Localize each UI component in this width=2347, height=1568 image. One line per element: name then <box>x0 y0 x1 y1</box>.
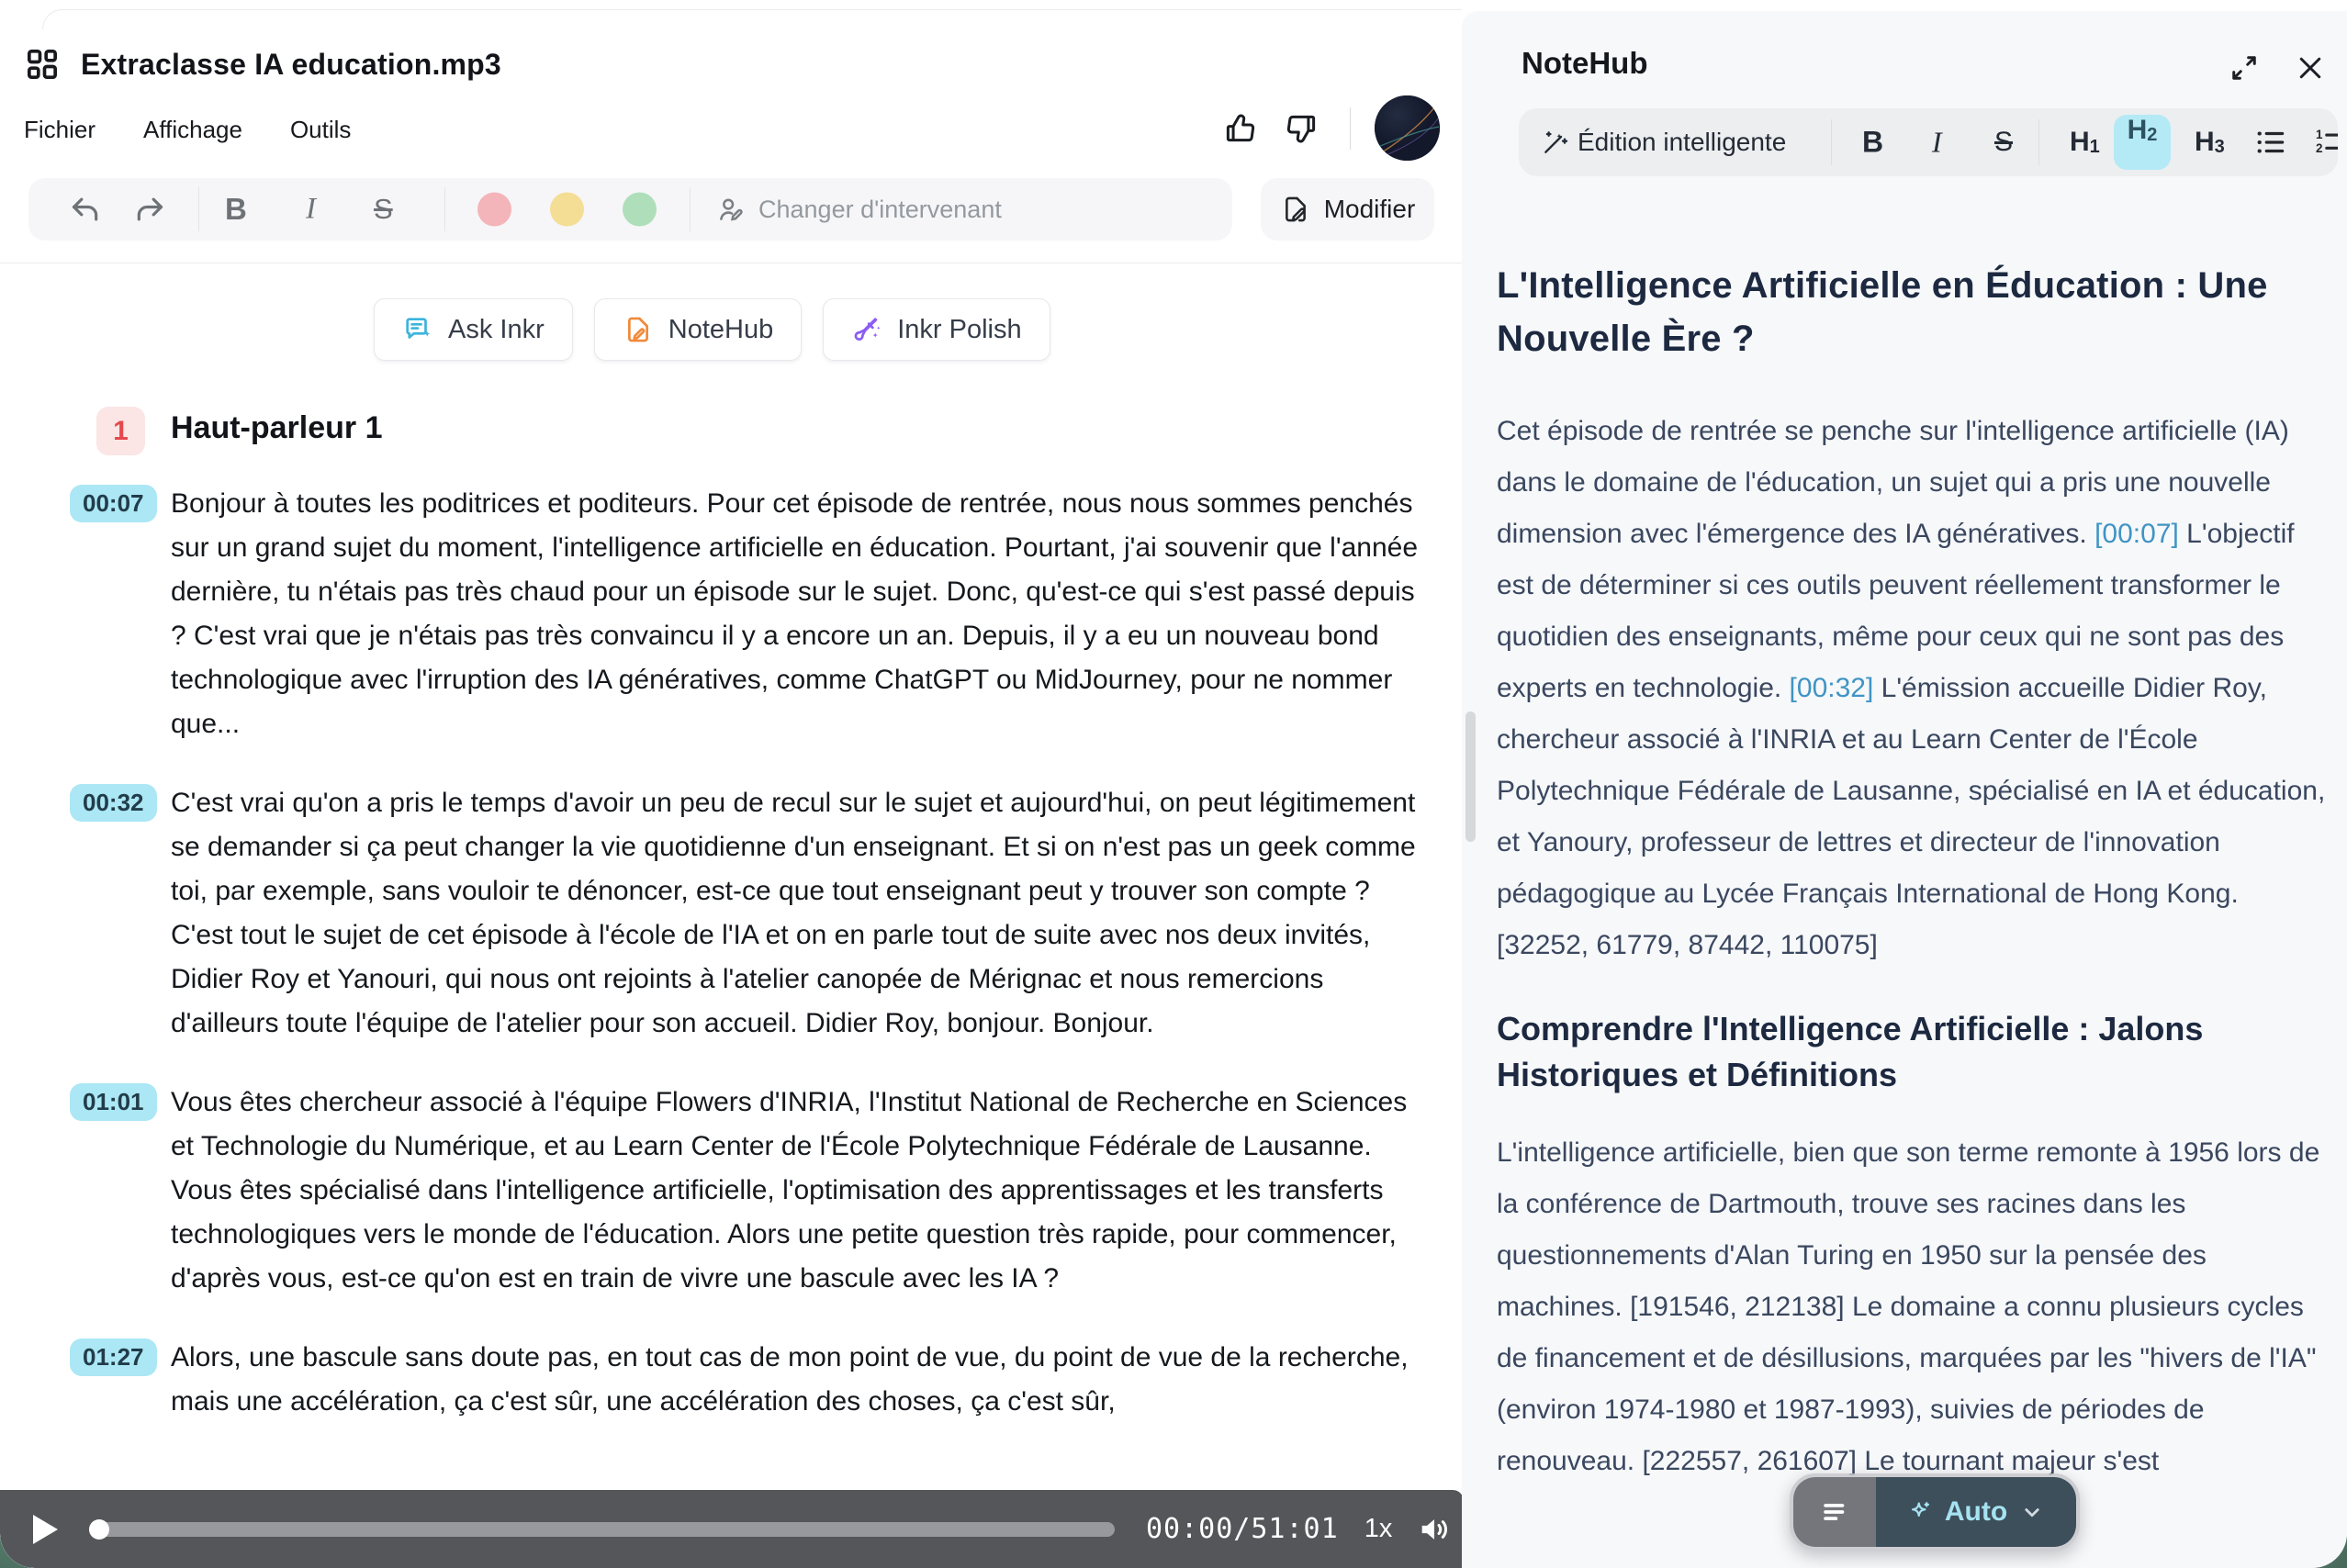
timestamp-chip[interactable]: 01:01 <box>70 1083 157 1121</box>
italic-button[interactable]: I <box>306 192 316 226</box>
menu-affichage[interactable]: Affichage <box>143 116 242 143</box>
list-lines-icon <box>1819 1496 1850 1528</box>
edit-toolbar <box>28 178 1232 241</box>
notehub-content[interactable] <box>1497 259 2336 1522</box>
timestamp-link[interactable]: [00:32] <box>1789 673 1874 703</box>
auto-label: Auto <box>1944 1496 2008 1527</box>
time-display: 00:00/51:01 <box>1146 1513 1339 1545</box>
chat-sparkle-icon <box>402 314 433 345</box>
note-paragraph-1 <box>1497 406 2336 971</box>
auto-mode-button[interactable] <box>1876 1477 2076 1547</box>
numbered-list-icon[interactable] <box>2312 125 2338 160</box>
strikethrough-button[interactable]: S <box>1994 127 2014 157</box>
speaker-edit-icon <box>715 194 747 225</box>
menu-fichier[interactable]: Fichier <box>24 116 96 143</box>
notehub-button[interactable] <box>594 298 802 361</box>
window-top-edge <box>42 9 1462 29</box>
auto-mode-pill <box>1790 1473 2080 1551</box>
seek-bar[interactable] <box>89 1519 1115 1540</box>
brush-sparkle-icon <box>851 314 882 345</box>
svg-text:2: 2 <box>2315 141 2323 156</box>
highlight-red-button[interactable] <box>477 193 511 227</box>
note-heading-1: L'Intelligence Artificielle en Éducation : Une Nouvelle Ère ? <box>1497 265 2268 359</box>
timestamp-link[interactable]: [00:07] <box>2094 519 2179 549</box>
transcript-segment <box>0 1081 1462 1301</box>
transcript-segment <box>0 482 1462 746</box>
speaker-name[interactable]: Haut-parleur 1 <box>171 410 383 445</box>
notehub-panel <box>1462 11 2347 1568</box>
undo-button[interactable] <box>67 191 104 228</box>
inkr-polish-button[interactable] <box>823 298 1050 361</box>
ask-inkr-button[interactable] <box>374 298 573 361</box>
note-text: L'émission accueille Didier Roy, chercheur associé à l'INRIA et au Learn Center de l'École Polytechnique Fédérale de Lausanne, spécialisé en IA et éducation, et Yanoury, professeur de lettres et directeur de l'innovation pédagogique au Lycée Français International de Hong Kong. [32252, 61779, 87442, 110075] <box>1497 673 2326 960</box>
note-text: L'objectif est de déterminer si ces outils peuvent réellement transformer le quotidien des enseignants, même pour ceux qui ne sont pas des experts en technologie. <box>1497 519 2295 703</box>
chevron-down-icon <box>2018 1498 2046 1526</box>
note-text: L'intelligence artificielle, bien que son terme remonte à 1956 lors de la conférence de Dartmouth, trouve ses racines dans les questionnements d'Alan Turing en 1950 sur la pensée des machines. [191546, 212138] Le domaine a connu plusieurs cycles de financement et de désillusions, marquées par les "hivers de l'IA" (environ 1974-1980 et 1987-1993), suivies de périodes de renouveau. [222557, 261607] Le tournant majeur s'est <box>1497 1137 2320 1476</box>
segment-text[interactable]: Bonjour à toutes les poditrices et poditeurs. Pour cet épisode de rentrée, nous nous sommes penchés sur un grand sujet du moment, l'intelligence artificielle en éducation. Pourtant, j'ai souvenir que l'année dernière, tu n'étais pas très chaud pour un épisode sur le sujet. Donc, qu'est-ce qui s'est passé depuis ? C'est vrai que je n'étais pas très convaincu il y a encore un an. Depuis, il y a eu un nouveau bond technologique avec l'irruption des IA génératives, comme ChatGPT ou MidJourney, pour ne nommer que... <box>171 488 1418 739</box>
volume-icon[interactable] <box>1416 1511 1453 1548</box>
notehub-toolbar <box>1519 108 2338 176</box>
bold-button[interactable]: B <box>225 192 247 226</box>
segment-text[interactable]: C'est vrai qu'on a pris le temps d'avoir un peu de recul sur le sujet et aujourd'hui, on peut légitimement se demander si ça peut changer la vie quotidienne d'un enseignant. Et si on n'est pas un geek comme toi, par exemple, sans vouloir te dénoncer, est-ce que tout enseignant peut y trouver son compte ? C'est tout le sujet de cet épisode à l'école de l'IA et on en parle tout de suite avec nos deux invités, Didier Roy et Yanouri, qui nous ont rejoints à l'atelier canopée de Mérignac et nous remercions d'ailleurs toute l'équipe de l'atelier pour son accueil. Didier Roy, bonjour. Bonjour. <box>171 788 1416 1038</box>
divider <box>198 187 199 231</box>
close-icon[interactable] <box>2290 48 2330 88</box>
sparkle-icon <box>1906 1498 1934 1526</box>
playback-speed[interactable]: 1x <box>1364 1514 1393 1543</box>
bullet-list-icon[interactable] <box>2253 125 2288 160</box>
divider <box>690 187 691 231</box>
highlight-green-button[interactable] <box>623 193 657 227</box>
ask-inkr-label: Ask Inkr <box>448 314 545 344</box>
bold-button[interactable]: B <box>1862 125 1884 159</box>
divider <box>1831 119 1832 165</box>
strikethrough-button[interactable]: S <box>374 193 393 225</box>
transcript <box>0 407 1462 1459</box>
notehub-label: NoteHub <box>668 314 774 344</box>
italic-button[interactable]: I <box>1932 125 1942 159</box>
heading2-button-active[interactable]: H 2 <box>2114 115 2171 170</box>
document-pencil-icon <box>1280 194 1311 225</box>
outline-toggle-button[interactable] <box>1793 1477 1876 1547</box>
heading1-button[interactable]: H 1 <box>2070 127 2100 157</box>
svg-text:1: 1 <box>2315 128 2323 142</box>
redo-button[interactable] <box>131 191 168 228</box>
divider <box>444 187 445 231</box>
panel-title: NoteHub <box>1522 46 1648 80</box>
transcript-segment <box>0 1336 1462 1424</box>
modify-button[interactable] <box>1261 178 1434 241</box>
segment-text[interactable]: Alors, une bascule sans doute pas, en tout cas de mon point de vue, du point de vue de la recherche, mais une accélération, ça c'est sûr, une accélération des choses, ça c'est sûr, <box>171 1342 1409 1417</box>
note-text: Cet épisode de rentrée se penche sur l'intelligence artificielle (IA) dans le domaine de l'éducation, un sujet qui a pris une nouvelle dimension avec l'émergence des IA génératives. <box>1497 416 2289 549</box>
inkr-polish-label: Inkr Polish <box>897 314 1022 344</box>
divider <box>1350 107 1351 150</box>
highlight-yellow-button[interactable] <box>550 193 584 227</box>
speaker-badge[interactable]: 1 <box>96 407 145 455</box>
play-button[interactable] <box>33 1515 58 1544</box>
expand-icon[interactable] <box>2224 48 2264 88</box>
segment-text[interactable]: Vous êtes chercheur associé à l'équipe Flowers d'INRIA, l'Institut National de Recherche en Sciences et Technologie du Numérique, et au Learn Center de l'École Polytechnique Fédérale de Lausanne. Vous êtes spécialisé dans l'intelligence artificielle, l'optimisation des apprentissages et les transferts technologiques vers le monde de l'éducation. Alors une petite question très rapide, pour commencer, d'après vous, est-ce qu'on est en train de vivre une bascule avec les IA ? <box>171 1087 1408 1294</box>
audio-player <box>0 1490 1464 1568</box>
heading3-button[interactable]: H 3 <box>2195 127 2225 157</box>
change-speaker-input[interactable] <box>758 178 1218 241</box>
modify-label: Modifier <box>1323 195 1416 223</box>
smart-edit-label[interactable]: Édition intelligente <box>1578 128 1787 156</box>
note-heading-2: Comprendre l'Intelligence Artificielle : Jalons Historiques et Définitions <box>1497 1010 2204 1093</box>
menubar <box>24 116 351 144</box>
magic-wand-icon[interactable] <box>1541 128 1570 157</box>
avatar[interactable] <box>1375 95 1440 161</box>
menu-outils[interactable]: Outils <box>289 116 352 143</box>
app-grid-icon[interactable] <box>24 46 61 83</box>
seek-knob[interactable] <box>89 1519 109 1540</box>
note-paragraph-2 <box>1497 1127 2336 1487</box>
document-title: Extraclasse IA education.mp3 <box>81 47 501 81</box>
document-pencil-icon <box>623 314 654 345</box>
timestamp-chip[interactable]: 01:27 <box>70 1338 157 1376</box>
timestamp-chip[interactable]: 00:32 <box>70 784 157 822</box>
transcript-segment <box>0 781 1462 1046</box>
divider <box>2038 119 2039 165</box>
thumbs-down-button[interactable] <box>1282 103 1320 154</box>
panel-resize-handle[interactable] <box>1465 711 1476 842</box>
seek-track[interactable] <box>89 1522 1115 1537</box>
thumbs-up-button[interactable] <box>1221 103 1260 154</box>
timestamp-chip[interactable]: 00:07 <box>70 485 157 522</box>
